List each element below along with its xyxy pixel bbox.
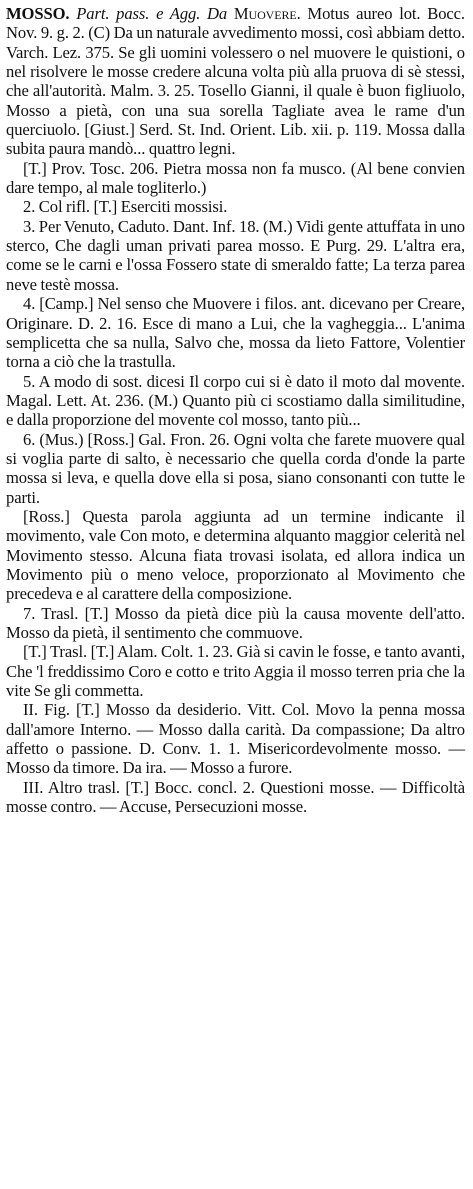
entry-paragraph-3: 3. Per Venuto, Caduto. Dant. Inf. 18. (M.) Vidi gente attuffata in uno sterco, Che dagli uman privati parea mosso. E Purg. 29. L'altra era, come se le carni e l'ossa Fossero state di smeraldo fatte; La terza parea neve testè mossa. — [6, 216, 465, 294]
headword: MOSSO. — [6, 4, 70, 23]
entry-paragraph-8: 7. Trasl. [T.] Mosso da pietà dice più la causa movente dell'atto. Mosso da pietà, il sentimento che commuove. — [6, 603, 465, 642]
entry-head-paragraph — [6, 4, 465, 159]
entry-paragraph-6: 6. (Mus.) [Ross.] Gal. Fron. 26. Ogni volta che farete muovere qual si voglia parte di salto, è necessario che quella corda d'onde la parte mossa si leva, e quella dove ella si posa, siano consonanti con tutte le parti. — [6, 429, 465, 507]
entry-paragraph-7: [Ross.] Questa parola aggiunta ad un termine indicante il movimento, vale Con moto, e determina alquanto maggior celerità nel Movimento stesso. Alcuna fiata trovasi isolata, ed allora indica un Movimento più o meno veloce, proporzionato al Movimento che precedeva e al carattere della composizione. — [6, 506, 465, 604]
reference-verb: Muovere. — [233, 4, 301, 23]
entry-paragraph-11: III. Altro trasl. [T.] Bocc. concl. 2. Questioni mosse. — Difficoltà mosse contro. — Accuse, Persecuzioni mosse. — [6, 777, 465, 817]
entry-paragraph-5: 5. A modo di sost. dicesi Il corpo cui si è dato il moto dal movente. Magal. Lett. At. 236. (M.) Quanto più ci scostiamo dalla similitudine, e dalla proporzione del movente col mosso, tanto più... — [6, 371, 465, 430]
entry-paragraph-0: Motus aureo lot. Bocc. Nov. 9. g. 2. (C) Da un naturale avvedimento mossi, così abbiam detto. Varch. Lez. 375. Se gli uomini volessero o nel muovere le quistioni, o nel risolvere le mosse credere alcuna volta più alla pruova di sè stessi, che all'autorità. Malm. 3. 25. Tosello Gianni, il quale è buon figliuolo, Mosso a pietà, con una sua sorella Tagliate avea le rame d'un querciuolo. [Giust.] Serd. St. Ind. Orient. Lib. xii. p. 119. Mossa dalla subita paura mandò... quattro legni. — [6, 4, 465, 159]
entry-paragraph-10: II. Fig. [T.] Mosso da desiderio. Vitt. Col. Movo la penna mossa dall'amore Interno. — Mosso dalla carità. Da compassione; Da altro affetto o passione. D. Conv. 1. 1. Misericordevolmente mosso. — Mosso da timore. Da ira. — Mosso a furore. — [6, 700, 465, 778]
entry-paragraph-4: 4. [Camp.] Nel senso che Muovere i filos. ant. dicevano per Creare, Originare. D. 2. 16. Esce di mano a Lui, che la vagheggia... L'anima semplicetta che sa nulla, Salvo che, mossa da lieto Fattore, Volentier torna a ciò che la trastulla. — [6, 294, 465, 372]
entry-paragraph-9: [T.] Trasl. [T.] Alam. Colt. 1. 23. Già si cavin le fosse, e tanto avanti, Che 'l freddissimo Coro e cotto e trito Aggia il mosso terren pria che la vite Se gli commetta. — [6, 642, 465, 701]
entry-paragraph-1: [T.] Prov. Tosc. 206. Pietra mossa non fa musco. (Al bene convien dare tempo, al male togliterlo.) — [6, 158, 465, 198]
entry-intro: Part. pass. e Agg. Da — [76, 4, 228, 23]
entry-paragraph-2: 2. Col rifl. [T.] Eserciti mossisi. — [23, 197, 228, 217]
